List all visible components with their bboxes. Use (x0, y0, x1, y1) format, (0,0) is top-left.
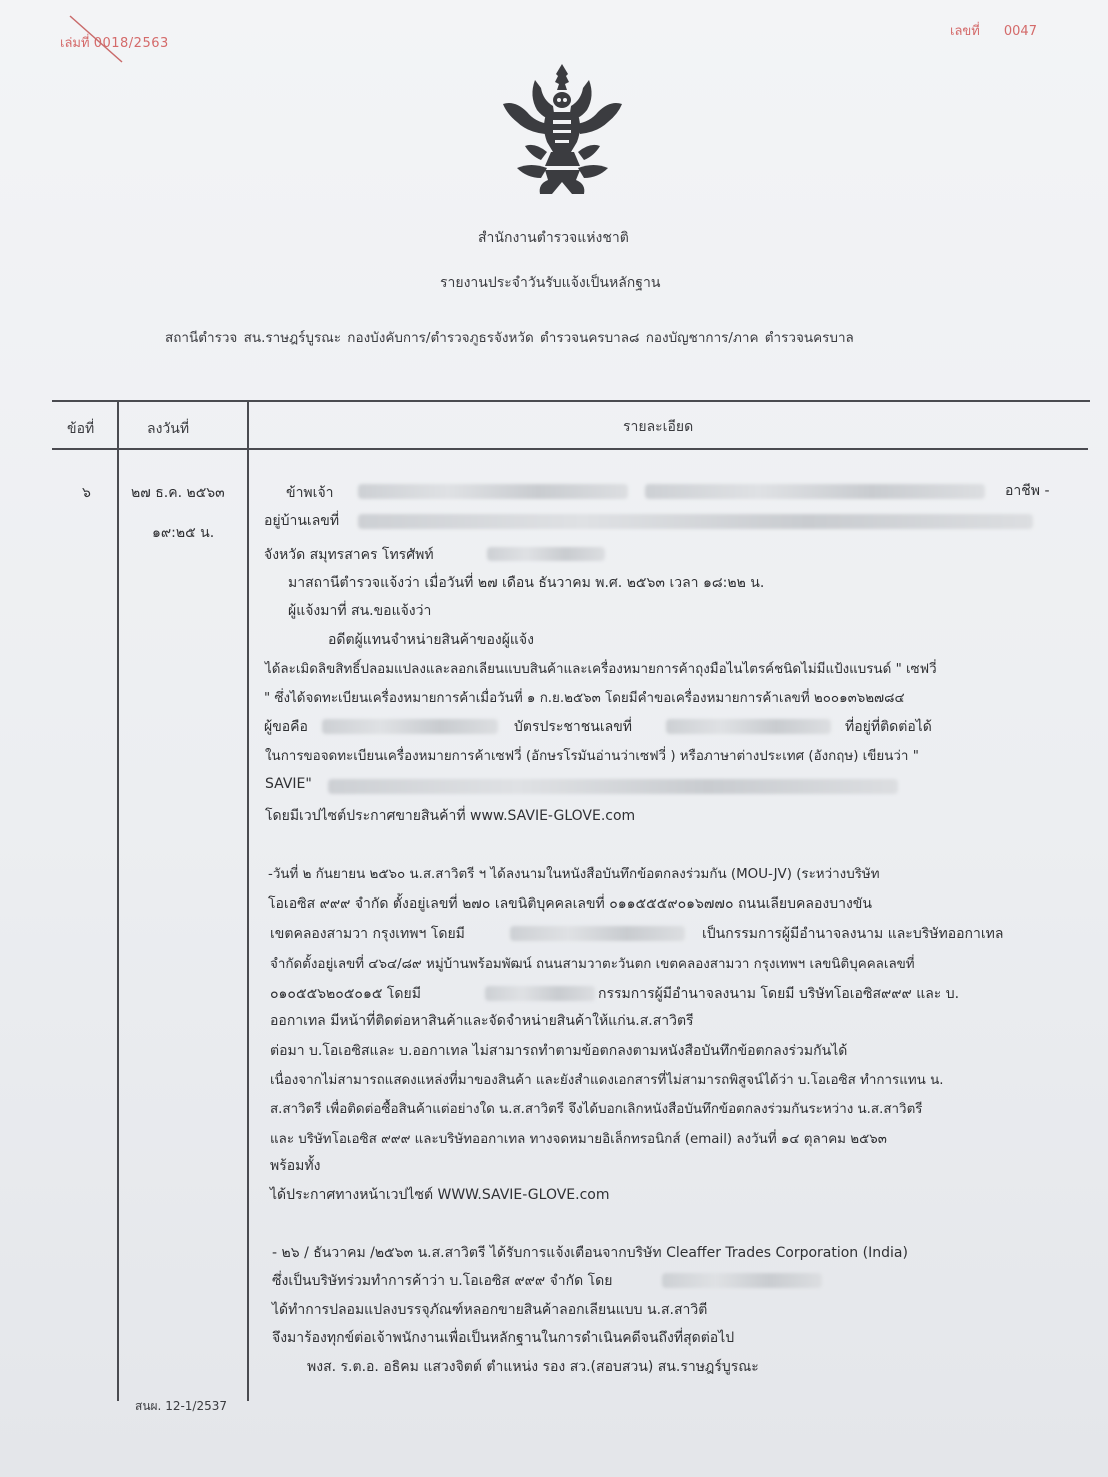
detail-line: ผู้แจ้งมาที่ สน.ขอแจ้งว่า (288, 603, 432, 619)
detail-line: เขตคลองสามวา กรุงเทพฯ โดยมี (270, 926, 465, 942)
col-date-header: ลงวันที่ (147, 421, 190, 437)
entry-time: ๑๙:๒๕ น. (152, 525, 215, 541)
detail-line: ออกาเทล มีหน้าที่ติดต่อหาสินค้าและจัดจำหน่ายสินค้าให้แก่น.ส.สาวิตรี (270, 1013, 694, 1029)
detail-line: ที่อยู่ที่ติดต่อได้ (845, 719, 932, 735)
detail-line: ได้ทำการปลอมแปลงบรรจุภัณฑ์หลอกขายสินค้าลอกเลียนแบบ น.ส.สาวิตี (272, 1302, 708, 1318)
entry-date: ๒๗ ธ.ค. ๒๕๖๓ (131, 485, 225, 501)
item-number: ๖ (82, 485, 91, 501)
detail-line: -วันที่ ๒ กันยายน ๒๕๖๐ น.ส.สาวิตรี ฯ ได้ลงนามในหนังสือบันทึกข้อตกลงร่วมกัน (MOU-JV) (ระหว่างบริษัท (268, 867, 880, 882)
redacted-name (322, 719, 498, 734)
detail-line: จำกัดตั้งอยู่เลขที่ ๔๖๔/๘๙ หมู่บ้านพร้อมพัฒน์ ถนนสามวาตะวันตก เขตคลองสามวา กรุงเทพฯ เลขนิติบุคคลเลขที่ (270, 957, 915, 972)
col-item-header: ข้อที่ (67, 421, 95, 437)
detail-line: บัตรประชาชนเลขที่ (514, 719, 633, 735)
detail-line: โดยมีเวปไซต์ประกาศขายสินค้าที่ www.SAVIE-GLOVE.com (265, 808, 636, 824)
document-number: เลขที่ 0047 (950, 24, 1037, 39)
detail-line: ต่อมา บ.โอเอซิสและ บ.ออกาเทล ไม่สามารถทำตามข้อตกลงตามหนังสือบันทึกข้อตกลงร่วมกันได้ (270, 1043, 848, 1059)
book-number: เล่มที่ 0018/2563 (60, 36, 169, 51)
table-header-rule (52, 448, 1088, 450)
strike-mark (66, 14, 126, 64)
detail-line: กรรมการผู้มีอำนาจลงนาม โดยมี บริษัทโอเอซิส๙๙๙ และ บ. (598, 986, 960, 1002)
detail-line: อดีตผู้แทนจำหน่ายสินค้าของผู้แจ้ง (328, 632, 534, 648)
detail-line: ซึ่งเป็นบริษัทร่วมทำการค้าว่า บ.โอเอซิส ๙๙๙ จำกัด โดย (272, 1273, 613, 1289)
redacted-id (666, 719, 831, 734)
detail-line: มาสถานีตำรวจแจ้งว่า เมื่อวันที่ ๒๗ เดือน ธันวาคม พ.ศ. ๒๕๖๓ เวลา ๑๘:๒๒ น. (288, 575, 765, 591)
detail-line: ได้ประกาศทางหน้าเวปไซต์ WWW.SAVIE-GLOVE.com (270, 1187, 610, 1203)
redacted-phone (487, 547, 605, 561)
table-top-rule (52, 400, 1090, 402)
detail-line: ได้ละเมิดลิขสิทธิ์ปลอมแปลงและลอกเลียนแบบสินค้าและเครื่องหมายการค้าถุงมือไนไตรค์ชนิดไม่มีแป้งแบรนด์ " เซฟวี่ (265, 662, 937, 677)
detail-line: ในการขอจดทะเบียนเครื่องหมายการค้าเซฟวี่ (อักษรโรมันอ่านว่าเซฟวี่ ) หรือภาษาต่างประเทศ (อังกฤษ) เขียนว่า " (265, 749, 919, 764)
detail-line: อาชีพ - (1005, 483, 1050, 499)
report-title: รายงานประจำวันรับแจ้งเป็นหลักฐาน (440, 275, 661, 291)
detail-line: ผู้ขอคือ (264, 719, 308, 735)
redacted-name (662, 1273, 822, 1288)
detail-line: จังหวัด สมุทรสาคร โทรศัพท์ (264, 547, 434, 563)
redacted-name (358, 484, 628, 499)
detail-line: อยู่บ้านเลขที่ (264, 513, 340, 529)
redacted-address (358, 514, 1033, 529)
garuda-emblem-icon (495, 60, 630, 200)
detail-line: เป็นกรรมการผู้มีอำนาจลงนาม และบริษัทออกาเทล (702, 926, 1004, 942)
detail-line: และ บริษัทโอเอซิส ๙๙๙ และบริษัทออกาเทล ทางจดหมายอิเล็กทรอนิกส์ (email) ลงวันที่ ๑๔ ตุลาคม ๒๕๖๓ (270, 1132, 887, 1147)
officer-signature-line: พงส. ร.ต.อ. อธิคม แสวงจิตต์ ตำแหน่ง รอง สว.(สอบสวน) สน.ราษฎร์บูรณะ (307, 1359, 759, 1375)
detail-line: SAVIE" (265, 776, 312, 792)
col-divider-2 (247, 401, 249, 1401)
detail-line: จึงมาร้องทุกข์ต่อเจ้าพนักงานเพื่อเป็นหลักฐานในการดำเนินคดีจนถึงที่สุดต่อไป (272, 1330, 735, 1346)
detail-line: - ๒๖ / ธันวาคม /๒๕๖๓ น.ส.สาวิตรี ได้รับการแจ้งเตือนจากบริษัท Cleaffer Trades Corporation (India) (272, 1245, 908, 1261)
agency-name: สำนักงานตำรวจแห่งชาติ (478, 230, 629, 246)
redacted-name (510, 926, 685, 941)
col-divider-1 (117, 401, 119, 1401)
detail-line: เนื่องจากไม่สามารถแสดงแหล่งที่มาของสินค้า และยังสำแดงเอกสารที่ไม่สามารถพิสูจน์ได้ว่า บ.โอเอซิส ทำการแทน น. (270, 1073, 944, 1088)
redacted-address (328, 779, 898, 794)
col-detail-header: รายละเอียด (623, 419, 694, 435)
detail-line: พร้อมทั้ง (270, 1158, 321, 1174)
detail-line: ส.สาวิตรี เพื่อติดต่อซื้อสินค้าแต่อย่างใด น.ส.สาวิตรี จึงได้บอกเลิกหนังสือบันทึกข้อตกลงร่วมกันระหว่าง น.ส.สาวิตรี (270, 1102, 923, 1117)
station-line: สถานีตำรวจ สน.ราษฎร์บูรณะ กองบังคับการ/ตำรวจภูธรจังหวัด ตำรวจนครบาล๘ กองบัญชาการ/ภาค ตำรวจนครบาล (165, 330, 854, 346)
detail-line: ข้าพเจ้า (286, 485, 334, 501)
redacted-name (485, 986, 595, 1001)
detail-line: โอเอซิส ๙๙๙ จำกัด ตั้งอยู่เลขที่ ๒๗๐ เลขนิติบุคคลเลขที่ ๐๑๑๕๕๕๙๐๑๖๗๗๐ ถนนเลียบคลองบางขัน (268, 896, 872, 912)
detail-line: ๐๑๐๕๕๖๒๐๕๐๑๕ โดยมี (270, 986, 421, 1002)
form-code: สนผ. 12-1/2537 (135, 1399, 228, 1413)
detail-line: " ซึ่งได้จดทะเบียนเครื่องหมายการค้าเมื่อวันที่ ๑ ก.ย.๒๕๖๓ โดยมีคำขอเครื่องหมายการค้าเลขที่ ๒๐๐๑๓๖๒๗๘๔ (264, 691, 905, 706)
redacted-name (645, 484, 985, 499)
